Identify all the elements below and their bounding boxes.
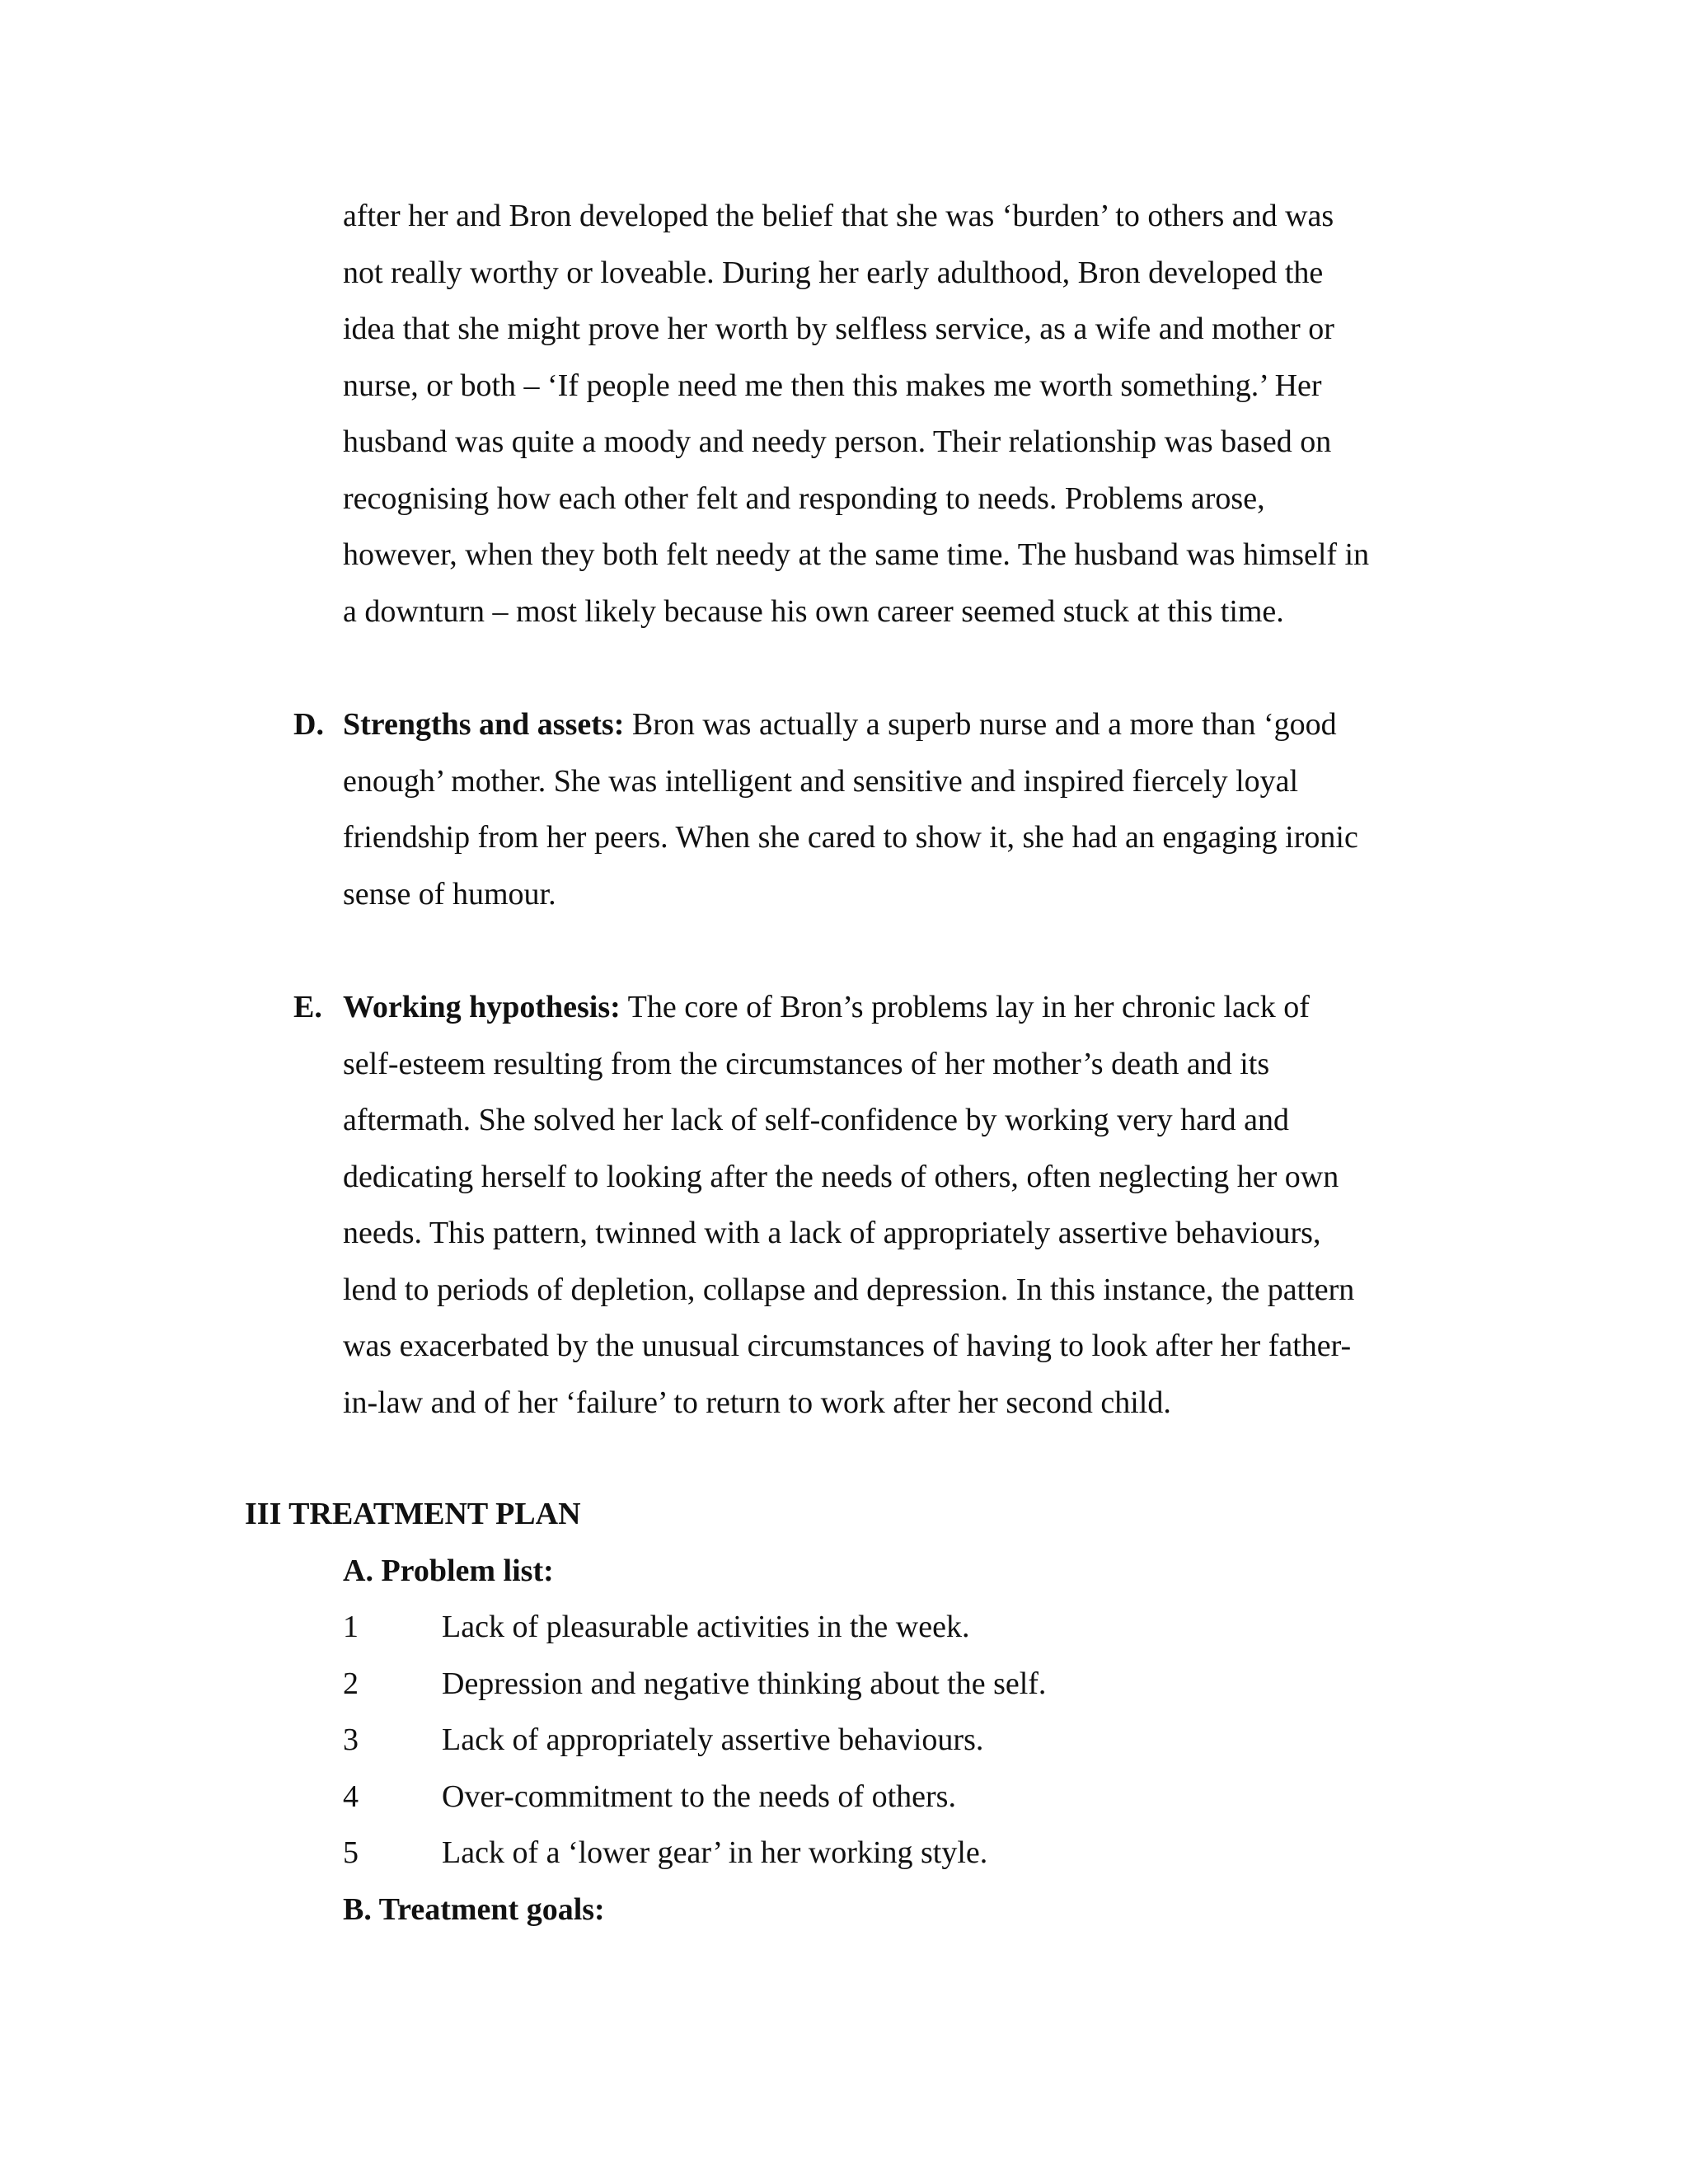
section-e-label: Working hypothesis: <box>343 990 621 1024</box>
list-item-number: 3 <box>343 1722 359 1757</box>
paragraph-line: needs. This pattern, twinned with a lack of appropriately assertive behaviours, <box>343 1216 1321 1250</box>
section-e-first-line <box>343 979 1447 1036</box>
list-item-number: 4 <box>343 1779 359 1814</box>
paragraph-line: recognising how each other felt and responding to needs. Problems arose, <box>343 480 1265 516</box>
section-e-paragraph <box>343 979 1447 1431</box>
paragraph-line: not really worthy or loveable. During her early adulthood, Bron developed the <box>343 255 1324 290</box>
section-d-first-line-text: Bron was actually a superb nurse and a more than ‘good <box>624 707 1337 742</box>
section-d-marker: D. <box>293 707 324 742</box>
paragraph-line: self-esteem resulting from the circumstances of her mother’s death and its <box>343 1046 1270 1081</box>
paragraph-line: friendship from her peers. When she cared to show it, she had an engaging ironic <box>343 820 1358 855</box>
paragraph-line: after her and Bron developed the belief that she was ‘burden’ to others and was <box>343 199 1334 233</box>
list-item <box>343 1599 1332 1656</box>
list-item-text: Lack of appropriately assertive behaviours. <box>442 1722 984 1757</box>
paragraph-line: however, when they both felt needy at the same time. The husband was himself in <box>343 537 1370 572</box>
list-item-text: Over-commitment to the needs of others. <box>442 1779 956 1814</box>
section-d-paragraph <box>343 696 1447 922</box>
list-item <box>343 1656 1332 1713</box>
paragraph-line: sense of humour. <box>343 876 556 912</box>
paragraph-line: in-law and of her ‘failure’ to return to work after her second child. <box>343 1385 1171 1420</box>
list-item <box>343 1769 1332 1825</box>
problem-list-heading: A. Problem list: <box>343 1554 554 1588</box>
list-item <box>343 1825 1332 1882</box>
section-d-label: Strengths and assets: <box>343 707 625 742</box>
paragraph-line: dedicating herself to looking after the needs of others, often neglecting her own <box>343 1159 1339 1194</box>
list-item-number: 2 <box>343 1666 359 1701</box>
list-item <box>343 1712 1332 1769</box>
paragraph-line: husband was quite a moody and needy person. Their relationship was based on <box>343 424 1332 459</box>
list-item-text: Lack of pleasurable activities in the week. <box>442 1610 970 1644</box>
paragraph-line: was exacerbated by the unusual circumstances of having to look after her father- <box>343 1329 1352 1363</box>
list-item-number: 5 <box>343 1835 359 1870</box>
problem-list <box>343 1599 1332 1882</box>
treatment-goals-heading: B. Treatment goals: <box>343 1892 605 1927</box>
section-d-first-line <box>343 696 1447 753</box>
list-item-text: Lack of a ‘lower gear’ in her working style. <box>442 1835 988 1870</box>
paragraph-line: nurse, or both – ‘If people need me then this makes me worth something.’ Her <box>343 368 1322 403</box>
section-e-marker: E. <box>293 990 322 1024</box>
list-item-number: 1 <box>343 1610 359 1644</box>
section-heading: III TREATMENT PLAN <box>245 1497 581 1531</box>
paragraph-line: enough’ mother. She was intelligent and sensitive and inspired fiercely loyal <box>343 763 1299 799</box>
paragraph-line: lend to periods of depletion, collapse and depression. In this instance, the pattern <box>343 1272 1355 1307</box>
list-item-text: Depression and negative thinking about the self. <box>442 1666 1047 1701</box>
section-e-first-line-text: The core of Bron’s problems lay in her chronic lack of <box>620 990 1310 1024</box>
paragraph-line: idea that she might prove her worth by selfless service, as a wife and mother or <box>343 312 1334 346</box>
paragraph-line: aftermath. She solved her lack of self-confidence by working very hard and <box>343 1103 1290 1137</box>
continuation-paragraph <box>343 188 1447 640</box>
paragraph-line: a downturn – most likely because his own career seemed stuck at this time. <box>343 593 1284 629</box>
